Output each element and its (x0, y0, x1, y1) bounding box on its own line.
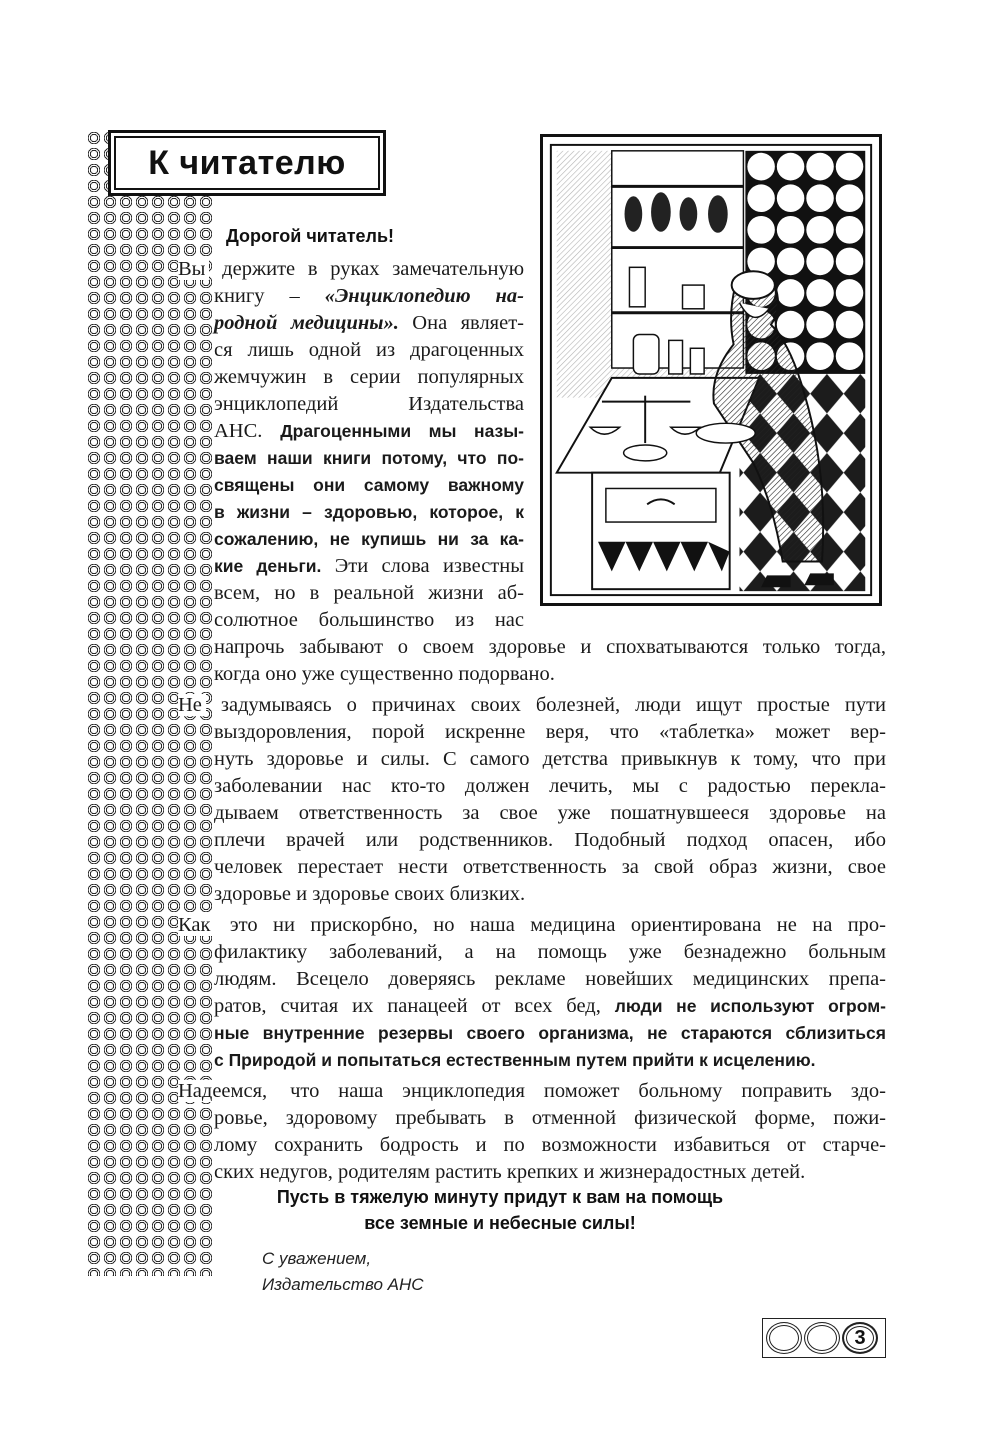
p1-line-11: сожалению, не купишь ни за ка- (214, 529, 524, 549)
p1-line-13: всем, но в реальной жизни аб- (214, 582, 524, 604)
closing-line-2: все земные и небесные силы! (364, 1213, 636, 1233)
p1-line-14: солютное большинство из нас (214, 609, 524, 631)
page-title: К читателю (148, 143, 346, 182)
p1-line-5: жемчужин в серии популярных (214, 366, 524, 388)
p1-line-16: когда оно уже существенно подорвано. (214, 663, 555, 685)
p1-l1: держите в руках замечательную (222, 258, 525, 280)
p2-line-2: выздоровления, порой искренне веря, что «таблетка» может вер- (214, 721, 886, 743)
p2-line-4: заболевании нас кто-то должен лечить, мы с радостью перекла- (214, 775, 886, 797)
p3-line-3: людям. Всецело доверяясь рекламе новейших медицинских препа- (214, 968, 886, 990)
p1-line-8: ваем наши книги потому, что по- (214, 448, 524, 468)
p2-line-1: Не задумываясь о причинах своих болезней, люди ищут простые пути (178, 694, 887, 716)
p3-line-2: филактику заболеваний, а на помощь уже безнадежно больным (214, 941, 886, 963)
p2-line-6: плечи врачей или родственников. Подобный подход опасен, ибо (214, 829, 886, 851)
closing-line-1: Пусть в тяжелую минуту придут к вам на помощь (276, 1187, 724, 1207)
p1-lead: Вы (178, 258, 209, 280)
p2-line-8: здоровье и здоровье своих близких. (214, 883, 526, 905)
signature-line-2: Издательство АНС (262, 1275, 424, 1294)
page-number-box (762, 1318, 886, 1358)
signature-line-1: С уважением, (262, 1249, 372, 1268)
closing-wish (260, 1184, 740, 1236)
p2-line-5: дываем ответственность за свое уже пошатнувшееся здоровье на (214, 802, 886, 824)
p4-line-2: ровье, здоровому пребывать в отменной физической форме, пожи- (214, 1107, 886, 1129)
p4-line-4: ских недугов, родителям растить крепких и жизнерадостных детей. (214, 1161, 806, 1183)
p3-line-6: с Природой и попытаться естественным путем прийти к исцелению. (214, 1050, 816, 1070)
greeting: Дорогой читатель! (226, 226, 395, 246)
p3-line-5: ные внутренние резервы своего организма, не стараются сблизиться (214, 1023, 886, 1043)
apothecary-engraving (543, 137, 879, 603)
signature (262, 1246, 424, 1298)
p1-line-12: кие деньги. Эти слова известны (214, 555, 525, 577)
p2-line-7: человек перестает нести ответственность за свой образ жизни, свое (214, 856, 886, 878)
p1-line-3: родной медицины». Она являет- (214, 312, 524, 334)
page-number-ring (842, 1322, 878, 1354)
p4-line-3: лому сохранить бодрость и по возможности избавиться от старче- (214, 1134, 886, 1156)
apothecary-illustration (540, 134, 882, 606)
decorative-ring-icon (766, 1322, 802, 1354)
decorative-ring-icon (804, 1322, 840, 1354)
p1-line-1 (178, 256, 524, 283)
p1-line-6: энциклопедий Издательства (214, 393, 524, 415)
p3-line-1: Как это ни прискорбно, но наша медицина ориентирована не на про- (178, 914, 886, 936)
p1-line-15: напрочь забывают о своем здоровье и спохватываются только тогда, (214, 636, 886, 658)
p1-line-2: книгу – «Энциклопедию на- (214, 285, 524, 307)
p1-line-9: священы они самому важному (214, 475, 524, 495)
p4-line-1: Надеемся, что наша энциклопедия поможет больному поправить здо- (178, 1080, 886, 1102)
page-number: 3 (854, 1326, 866, 1349)
p1-line-10: в жизни – здоровью, которое, к (214, 502, 524, 522)
p3-line-4: ратов, считая их панацеей от всех бед, люди не используют огром- (214, 995, 886, 1017)
p1-line-7: АНС. Драгоценными мы назы- (214, 420, 524, 442)
p1-line-4: ся лишь одной из драгоценных (214, 339, 524, 361)
p2-line-3: нуть здоровье и силы. С самого детства привыкнув к тому, что при (214, 748, 886, 770)
title-frame (108, 130, 386, 196)
